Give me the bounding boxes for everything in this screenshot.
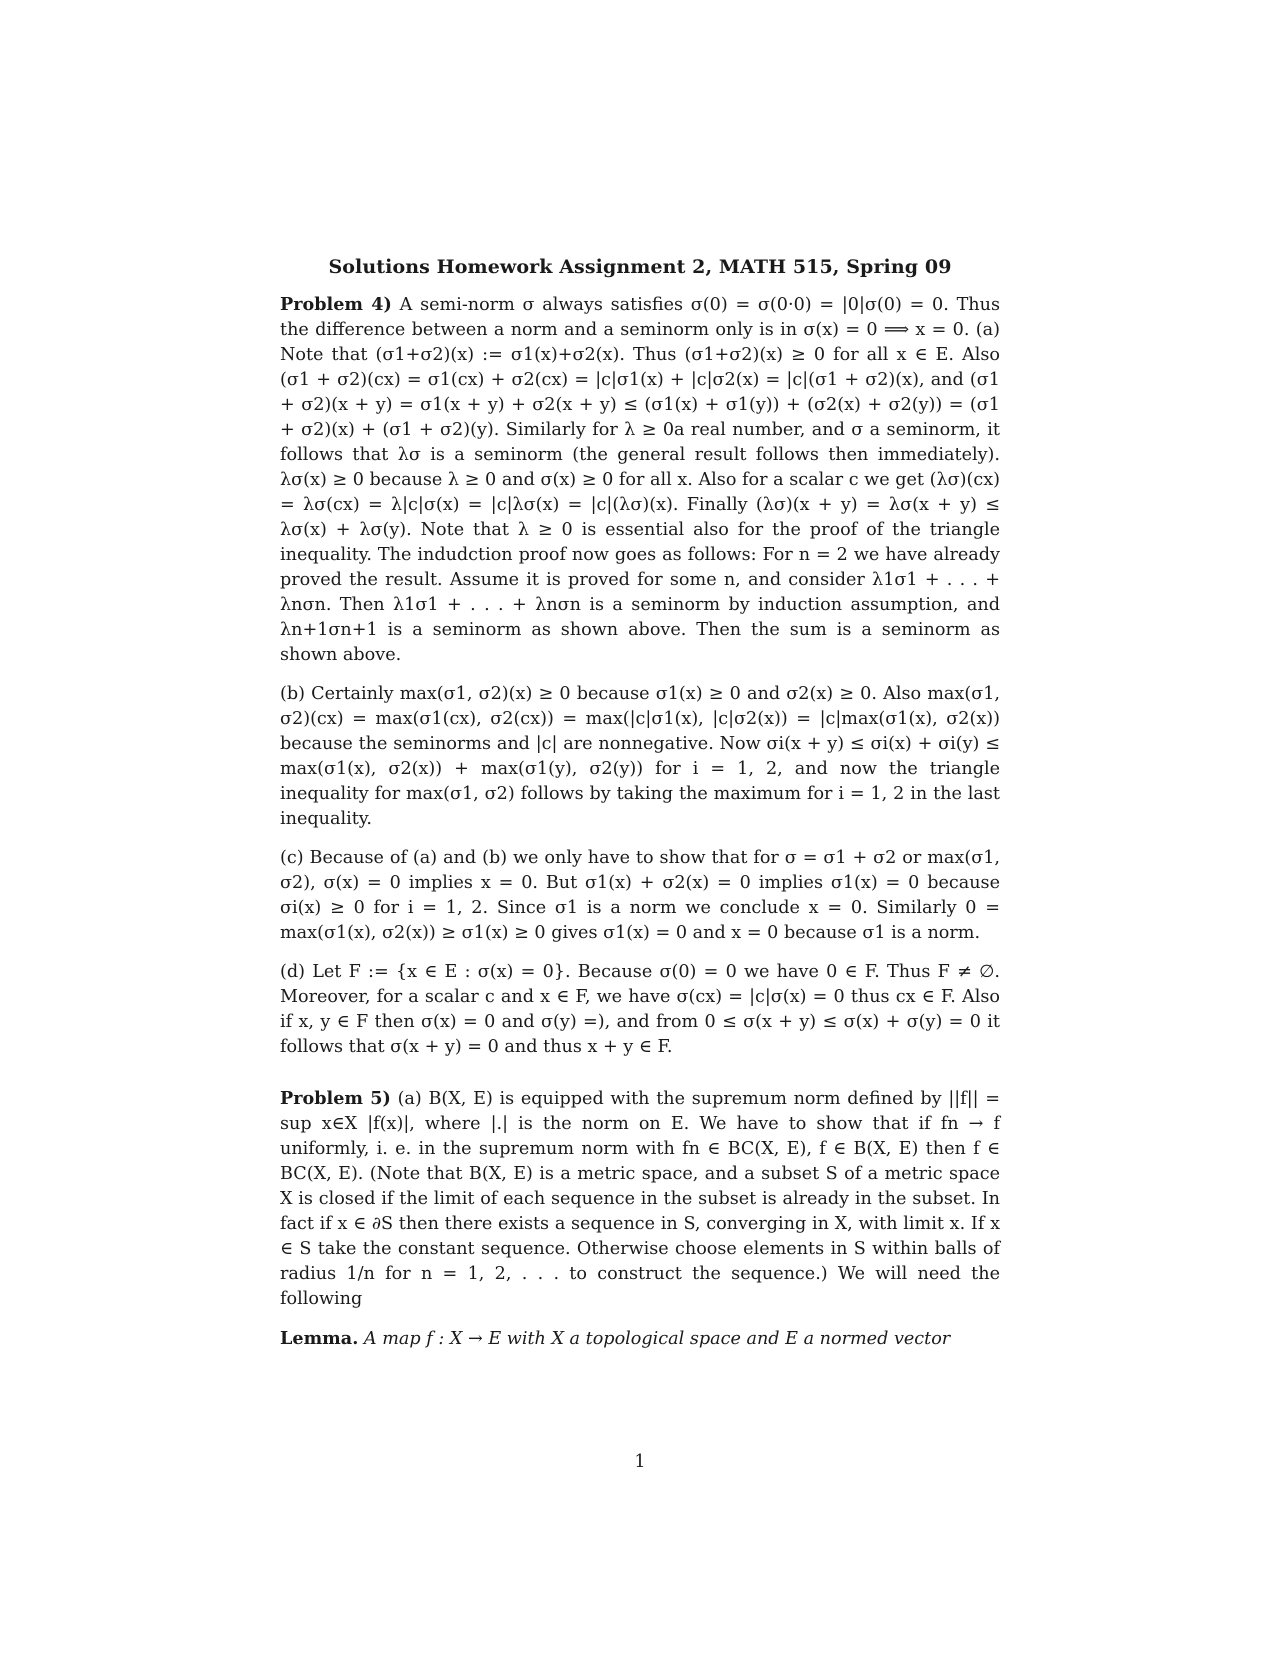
problem-4-part-b: (b) Certainly max(σ1, σ2)(x) ≥ 0 because σ1(x) ≥ 0 and σ2(x) ≥ 0. Also max(σ1, σ2)(cx) = max(σ1(cx), σ2(cx)) = max(|c|σ1(x), |c|σ2(x)) = |c|max(σ1(x), σ2(x)) because the seminorms and |c| are nonnegative. Now σi(x + y) ≤ σi(x) + σi(y) ≤ max(σ1(x), σ2(x)) + max(σ1(y), σ2(y)) for i = 1, 2, and now the triangle inequality for max(σ1, σ2) follows by taking the maximum for i = 1, 2 in the last inequality. <box>280 684 1000 829</box>
page-title: Solutions Homework Assignment 2, MATH 515, Spring 09 <box>328 256 952 278</box>
lemma-text: A map f : X → E with X a topological space and E a normed vector <box>363 1329 951 1349</box>
problem-4-label: Problem 4) <box>280 294 392 315</box>
lemma-paragraph <box>280 1326 1000 1352</box>
problem-5-label: Problem 5) <box>280 1088 391 1109</box>
lemma-label: Lemma. <box>280 1328 359 1349</box>
problem-4-part-c: (c) Because of (a) and (b) we only have to show that for σ = σ1 + σ2 or max(σ1, σ2), σ(x) = 0 implies x = 0. But σ1(x) + σ2(x) = 0 implies σ1(x) = 0 because σi(x) ≥ 0 for i = 1, 2. Since σ1 is a norm we conclude x = 0. Similarly 0 = max(σ1(x), σ2(x)) ≥ σ1(x) ≥ 0 gives σ1(x) = 0 and x = 0 because σ1 is a norm. <box>280 848 1000 943</box>
page-number: 1 <box>634 1452 646 1472</box>
problem-5-text: (a) B(X, E) is equipped with the supremum norm defined by ||f|| = sup x∈X |f(x)|, where |.| is the norm on E. We have to show that if fn → f uniformly, i. e. in the supremum norm with fn ∈ BC(X, E), f ∈ B(X, E) then f ∈ BC(X, E). (Note that B(X, E) is a metric space, and a subset S of a metric space X is closed if the limit of each sequence in the subset is already in the subset. In fact if x ∈ ∂S then there exists a sequence in S, converging in X, with limit x. If x ∈ S take the constant sequence. Otherwise choose elements in S within balls of radius 1/n for n = 1, 2, . . . to construct the sequence.) We will need the following <box>280 1089 1001 1309</box>
problem-4-intro <box>280 292 1000 668</box>
problem-5-paragraph <box>280 1086 1000 1312</box>
problem-4-part-d: (d) Let F := {x ∈ E : σ(x) = 0}. Because σ(0) = 0 we have 0 ∈ F. Thus F ≠ ∅. Moreover, for a scalar c and x ∈ F, we have σ(cx) = |c|σ(x) = 0 thus cx ∈ F. Also if x, y ∈ F then σ(x) = 0 and σ(y) =), and from 0 ≤ σ(x + y) ≤ σ(x) + σ(y) = 0 it follows that σ(x + y) = 0 and thus x + y ∈ F. <box>280 962 1000 1057</box>
page-content <box>280 256 1000 1366</box>
problem-4-text: A semi-norm σ always satisfies σ(0) = σ(0·0) = |0|σ(0) = 0. Thus the difference between a norm and a seminorm only is in σ(x) = 0 ⟹ x = 0. (a) Note that (σ1+σ2)(x) := σ1(x)+σ2(x). Thus (σ1+σ2)(x) ≥ 0 for all x ∈ E. Also (σ1 + σ2)(cx) = σ1(cx) + σ2(cx) = |c|σ1(x) + |c|σ2(x) = |c|(σ1 + σ2)(x), and (σ1 + σ2)(x + y) = σ1(x + y) + σ2(x + y) ≤ (σ1(x) + σ1(y)) + (σ2(x) + σ2(y)) = (σ1 + σ2)(x) + (σ1 + σ2)(y). Similarly for λ ≥ 0a real number, and σ a seminorm, it follows that λσ is a seminorm (the general result follows then immediately). λσ(x) ≥ 0 because λ ≥ 0 and σ(x) ≥ 0 for all x. Also for a scalar c we get (λσ)(cx) = λσ(cx) = λ|c|σ(x) = |c|λσ(x) = |c|(λσ)(x). Finally (λσ)(x + y) = λσ(x + y) ≤ λσ(x) + λσ(y). Note that λ ≥ 0 is essential also for the proof of the triangle inequality. The indudction proof now goes as follows: For n = 2 we have already proved the result. Assume it is proved for some n, and consider λ1σ1 + . . . + λnσn. Then λ1σ1 + . . . + λnσn is a seminorm by induction assumption, and λn+1σn+1 is a seminorm as shown above. Then the sum is a seminorm as shown above. <box>280 295 1000 665</box>
